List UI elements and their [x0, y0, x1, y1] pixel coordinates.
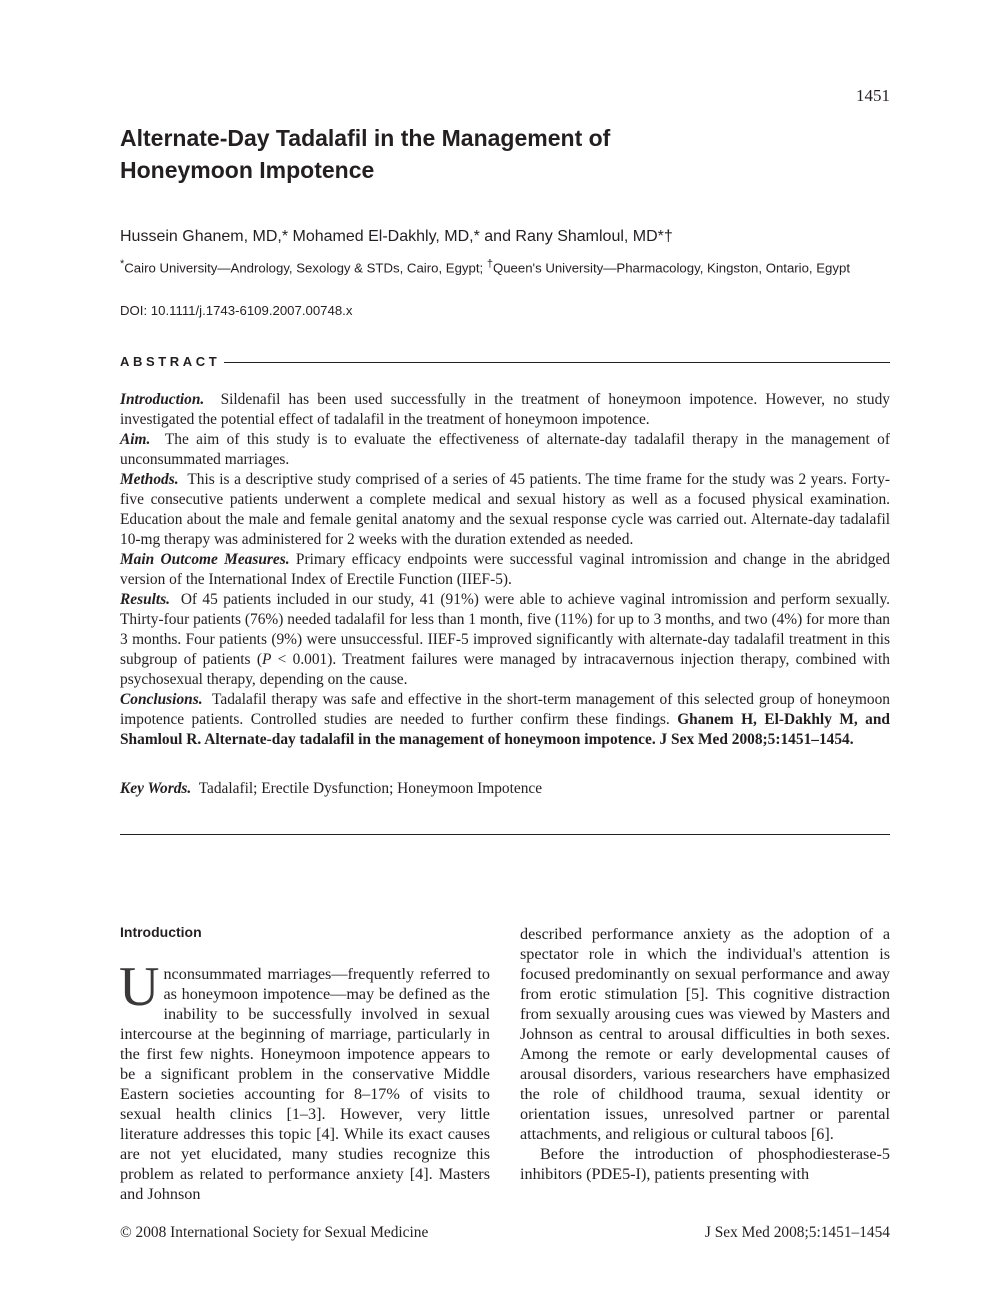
key-words-label: Key Words. — [120, 780, 192, 797]
affiliation-mark-1: * — [120, 258, 125, 270]
section-heading-introduction: Introduction — [120, 924, 202, 940]
abstract-introduction — [120, 390, 890, 430]
results-text-2: < 0.001). Treatment failures were managed by intracavernous injection therapy, combined with psychosexual therapy, depending on the cause. — [120, 651, 890, 688]
key-words — [120, 779, 890, 799]
introduction-text: Sildenafil has been used successfully in the treatment of honeymoon impotence. However, no study investigated the potential effect of tadalafil in the treatment of honeymoon impotence. — [120, 391, 890, 428]
body-column-left — [119, 956, 490, 1204]
abstract-heading-label: ABSTRACT — [120, 354, 221, 369]
title-line-1: Alternate-Day Tadalafil in the Management of — [120, 125, 611, 151]
abstract-conclusions — [120, 690, 890, 750]
body-paragraph — [119, 956, 490, 1204]
introduction-label: Introduction. — [120, 391, 205, 408]
abstract-heading — [120, 354, 890, 369]
conclusions-label: Conclusions. — [120, 691, 203, 708]
footer-copyright: © 2008 International Society for Sexual Medicine — [120, 1224, 429, 1241]
methods-label: Methods. — [120, 471, 179, 488]
page-number: 1451 — [856, 86, 890, 105]
drop-cap: U — [119, 956, 160, 1018]
results-label: Results. — [120, 591, 171, 608]
article-title — [120, 122, 880, 186]
abstract-outcome — [120, 550, 890, 590]
methods-text: This is a descriptive study comprised of a series of 45 patients. The time frame for the study was 2 years. Forty-five consecutive patients underwent a complete medical and sexual history as well as a focused physical examination. Education about the male and female genital anatomy and the sexual response cycle was carried out. Alternate-day tadalafil 10-mg therapy was administered for 2 weeks with the duration extended as needed. — [120, 471, 891, 548]
body-paragraph-text: nconsummated marriages—frequently referred to as honeymoon impotence—may be defined as the inability to be successfully involved in sexual intercourse at the beginning of marriage, particularly in the first few nights. Honeymoon impotence appears to be a significant problem in the conservative Middle Eastern societies accounting for 8–17% of visits to sexual health clinics [1–3]. However, very little literature addresses this topic [4]. While its exact causes are not yet elucidated, many studies recognize this problem as related to performance anxiety [4]. Masters and Johnson — [120, 965, 490, 1203]
body-column-right — [520, 924, 890, 1184]
doi: DOI: 10.1111/j.1743-6109.2007.00748.x — [120, 303, 353, 318]
outcome-label: Main Outcome Measures. — [120, 551, 290, 568]
footer-journal-reference: J Sex Med 2008;5:1451–1454 — [704, 1224, 890, 1241]
results-text-1: Of 45 patients included in our study, 41 (91%) were able to achieve vaginal intromission and perform sexually. Thirty-four patients (76%) needed tadalafil for less than 1 month, five (11%) for up to 3 months, and two (4%) for more than 3 months. Four patients (9%) were unsuccessful. IIEF-5 improved significantly with alternate-day tadalafil treatment in this subgroup of patients ( — [120, 591, 890, 668]
key-words-text: Tadalafil; Erectile Dysfunction; Honeymoon Impotence — [198, 780, 543, 797]
affiliations — [120, 256, 890, 277]
abstract-body — [120, 390, 890, 750]
citation: Ghanem H, El-Dakhly M, and Shamloul R. Alternate-day tadalafil in the management of honeymoon impotence. J Sex Med 2008;5:1451–1454. — [120, 711, 890, 748]
results-p-symbol: P — [261, 651, 272, 668]
title-line-2: Honeymoon Impotence — [120, 157, 375, 183]
aim-text: The aim of this study is to evaluate the effectiveness of alternate-day tadalafil therapy in the management of unconsummated marriages. — [120, 431, 890, 468]
abstract-divider — [120, 834, 890, 835]
aim-label: Aim. — [120, 431, 151, 448]
body-paragraph-continued: described performance anxiety as the adoption of a spectator role in which the individual's attention is focused predominantly on sexual performance and away from erotic stimulation [5]. This cognitive distraction from sexually arousing cues was viewed by Masters and Johnson as central to arousal difficulties in both sexes. Among the remote or early developmental causes of arousal disorders, various researchers have emphasized the role of childhood trauma, sexual identity or orientation issues, unresolved partner or parental attachments, and religious or cultural taboos [6]. — [520, 925, 890, 1143]
author-list: Hussein Ghanem, MD,* Mohamed El-Dakhly, MD,* and Rany Shamloul, MD*† — [120, 228, 673, 245]
abstract-heading-rule — [224, 362, 890, 363]
conclusions-text: Tadalafil therapy was safe and effective in the short-term management of this selected group of honeymoon impotence patients. Controlled studies are needed to further confirm these findings. — [120, 691, 890, 728]
body-paragraph-pde5: Before the introduction of phosphodiesterase-5 inhibitors (PDE5-I), patients presenting with — [520, 1145, 890, 1183]
abstract-methods — [120, 470, 890, 550]
outcome-text: Primary efficacy endpoints were successful vaginal intromission and change in the abridged version of the International Index of Erectile Function (IIEF-5). — [120, 551, 890, 588]
affiliation-mark-2: † — [486, 258, 493, 270]
abstract-aim — [120, 430, 890, 470]
affiliation-1: Cairo University—Andrology, Sexology & STDs, Cairo, Egypt; — [124, 260, 487, 276]
abstract-results — [120, 590, 890, 690]
affiliation-2: Queen's University—Pharmacology, Kingston, Ontario, Egypt — [492, 260, 850, 276]
